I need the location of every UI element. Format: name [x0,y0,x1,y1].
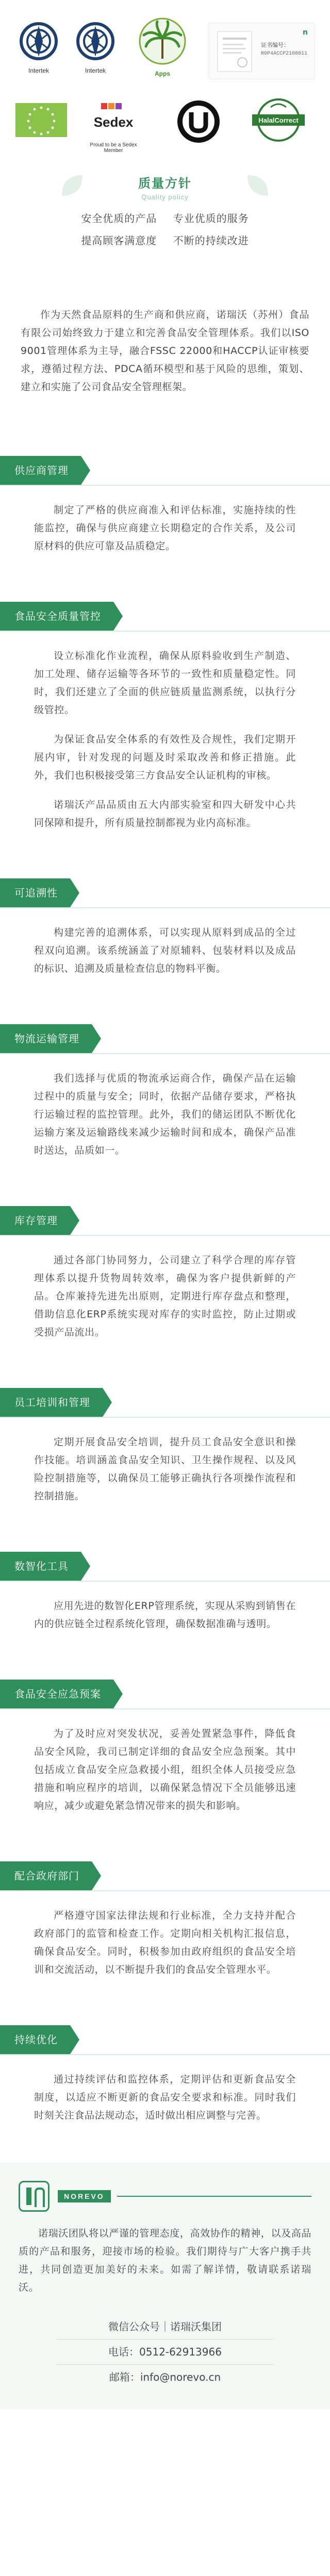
section-paragraph: 严格遵守国家法律法规和行业标准，全力支持并配合政府部门的监管和检查工作。定期向相关机构汇报信息，确保食品安全。同时，积极参加由政府组织的食品安全培训和交流活动，以不断提升我们的食品安全管理水平。 [34,1910,296,1975]
section-divider [0,1581,330,1582]
policy-subtitle: Quality policy [141,193,189,201]
section-paragraph: 构建完善的追溯体系，可以实现从原料到成品的全过程双向追溯。该系统涵盖了对原辅料、包装材料以及成品的标识、追溯及质量检查信息的物料平衡。 [34,927,296,974]
contact-divider [57,2339,273,2340]
section-divider [0,1235,330,1236]
intertek-caption-1: Intertek [28,67,50,74]
sections-list [0,446,330,2142]
section-paragraph: 为了及时应对突发状况，妥善处置紧急事件，降低食品安全风险，我司已制定详细的食品安全应急预案。其中包括成立食品安全应急救援小组，组织全体人员接受应急措施和响应程序的培训，以确保紧急情况下全员能够迅速响应，减少或避免紧急情况带来的损失和影响。 [34,1728,296,1811]
section-title: 可追溯性 [0,878,70,907]
sedex-icon [82,100,144,140]
section-title: 持续优化 [0,2025,70,2054]
section-title: 供应商管理 [0,456,81,485]
section-body [14,1713,316,1833]
svg-text:Sedex: Sedex [93,114,134,130]
certification-row-1 [0,18,330,77]
section-header [0,1196,330,1239]
phone-number: 电话：0512-62913966 [108,2346,222,2358]
section-body [14,1894,316,1996]
section-paragraph: 设立标准化作业流程，确保从原料验收到生产制造、加工处理、储存运输等各环节的一致性和质量稳定性。同时，我们还建立了全面的供应链质量监测系统，以执行分级管控。 [34,650,296,716]
intertek-caption-2: Intertek [85,67,106,74]
section-title: 物流运输管理 [0,1024,92,1053]
policy-item: 专业优质的服务 [173,212,249,225]
section-body [14,489,316,573]
norevo-logo-icon [19,2181,50,2212]
contact-divider [57,2364,273,2365]
footer-paragraph: 诺瑞沃团队将以严谨的管理态度，高效协作的精神，以及高品质的产品和服务，迎接市场的检验。我们期待与广大客户携手共进，共同创造更加美好的未来。如需了解详情，敬请联系诺瑞沃。 [19,2228,311,2293]
certificate-corner-mark: n [303,28,308,37]
policy-line-1 [0,210,330,225]
section-header [0,1014,330,1057]
palm-oil-logo [134,18,191,77]
section-paragraph: 制定了严格的供应商准入和评估标准，实施持续的性能监控，确保与供应商建立长期稳定的合作关系，及公司原材料的供应可靠及品质稳定。 [34,504,296,552]
certification-row-2 [0,93,330,154]
certificate-card [209,23,315,79]
policy-line-2 [0,232,330,247]
contact-info [19,2315,311,2388]
intertek-icon [75,21,116,62]
ou-kosher-icon [177,100,220,143]
section-body [14,1421,316,1523]
section-divider [0,631,330,632]
eu-organic-logo [15,103,67,139]
section-body [14,1057,316,1177]
section-title: 数智化工具 [0,1552,81,1581]
section-paragraph: 应用先进的数智化ERP管理系统，实现从采购到销售在内的供应链全过程系统化管理，确保数据准确与透明。 [34,1600,296,1630]
section-body [14,1585,316,1651]
halal-correct-icon [245,98,312,142]
section-divider [0,1708,330,1709]
sedex-caption: Proud to be a Sedex Member [90,142,137,154]
eu-organic-leaf-icon [15,103,67,137]
certification-logos [0,0,330,170]
kosher-logo [175,100,222,145]
section-header [0,591,330,635]
policy-title: 质量方针 [138,176,192,191]
intro-paragraph: 作为天然食品原料的生产商和供应商，诺瑞沃（苏州）食品有限公司始终致力于建立和完善食品安全管理体系。我们以ISO 9001管理体系为主导，融合FSSC 22000和HACCP认证审核要求，遵循过程方法、PDCA循环模型和基于风险的思维，策划、建立和实施了公司食品安全管理框架。 [21,309,309,393]
section-paragraph: 通过持续评估和监控体系，定期评估和更新食品安全制度，以适应不断更新的食品安全要求和标准。同时我们时刻关注食品法规动态，适时做出相应调整与完善。 [34,2074,296,2121]
footer [0,2163,330,2409]
section-paragraph: 定期开展食品安全培训，提升员工食品安全意识和操作技能。培训涵盖食品安全知识、卫生操作规程、以及风险控制措施等，以确保员工能够正确执行各项操作流程和控制措施。 [34,1436,296,1502]
section-header [0,1378,330,1421]
section-header [0,446,330,489]
brand-divider [117,2196,311,2197]
section-divider [0,2054,330,2055]
section-divider [0,1053,330,1054]
section-paragraph: 通过各部门协同努力，公司建立了科学合理的库存管理体系以提升货物周转效率，确保为客户提供新鲜的产品。仓库兼持先进先出原则，定期进行库存盘点和整理，借助信息化ERP系统实现对库存的实时监控，防止过期或受损产品流出。 [34,1255,296,1338]
section-divider [0,1417,330,1418]
intertek-logo-2 [72,21,119,74]
section-body [14,1239,316,1359]
intro-section [0,294,330,427]
halal-correct-logo [242,98,315,144]
brand-name: NOREVO [58,2190,111,2202]
policy-item: 不断的持续改进 [173,234,249,247]
section-header [0,868,330,911]
quality-policy [0,170,330,294]
section-header [0,1669,330,1713]
policy-item: 安全优质的产品 [81,212,157,225]
section-divider [0,485,330,486]
email-address[interactable]: 邮箱：info@norevo.cn [109,2371,221,2383]
leaf-decoration-icon [242,170,273,201]
sedex-member-logo [82,100,144,154]
section-divider [0,1890,330,1891]
halal-correct-text: HalalCorrect [258,116,299,124]
section-paragraph: 我们选择与优质的物流承运商合作，确保产品在运输过程中的质量与安全；同时，依据产品储存要求，严格执行运输过程的监控管理。此外，我们的储运团队不断优化运输方案及运输路线来减少运输时间和成本，确保产品准时送达，品质如一。 [34,1073,296,1156]
intertek-icon [18,21,59,62]
policy-item: 提高顾客满意度 [81,234,157,247]
section-header [0,1541,330,1585]
palm-oil-caption: Apps [155,70,170,77]
section-divider [0,907,330,908]
brand-row [19,2178,311,2214]
section-paragraph: 诺瑞沃产品品质由五大内部实验室和四大研发中心共同保障和提升，所有质量控制都视为业内高标准。 [34,799,296,828]
certificate-label: 证书编号： [261,42,289,48]
section-header [0,2015,330,2058]
section-title: 食品安全质量管控 [0,602,113,631]
section-body [14,2058,316,2142]
section-title: 库存管理 [0,1206,70,1235]
certificate-number: R0P4ACCP2108011 [261,51,308,57]
leaf-decoration-icon [57,170,88,201]
section-body [14,635,316,850]
palm-tree-icon [137,18,188,65]
section-header [0,1851,330,1894]
wechat-account: 微信公众号｜诺瑞沃集团 [108,2320,222,2333]
intertek-logo-1 [15,21,62,74]
section-paragraph: 为保证食品安全体系的有效性及合规性，我们定期开展内审，针对发现的问题及时采取改善和修正措施。此外，我们也积极接受第三方食品安全认证机构的审核。 [34,734,296,781]
section-title: 食品安全应急预案 [0,1680,113,1708]
section-title: 配合政府部门 [0,1861,92,1890]
section-title: 员工培训和管理 [0,1388,103,1417]
section-body [14,911,316,995]
document-icon [214,29,256,74]
